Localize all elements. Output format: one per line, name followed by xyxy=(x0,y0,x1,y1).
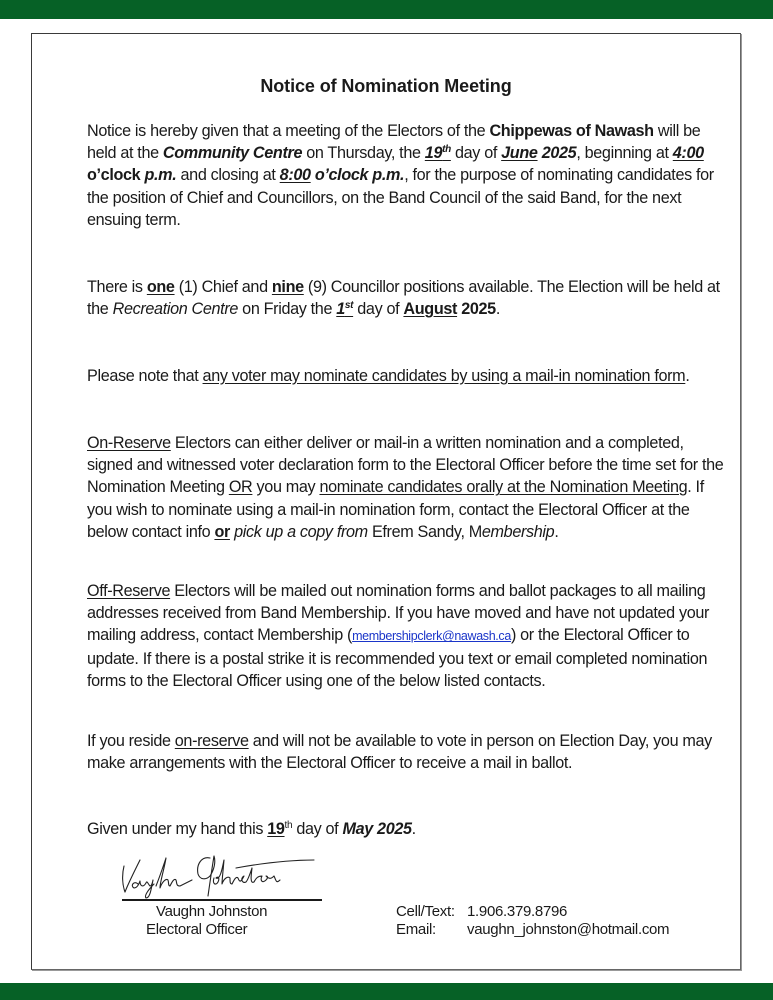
paragraph-off-reserve: Off-Reserve Electors will be mailed out nomination forms and ballot packages to all mailing addresses received from Band Membership. If you have moved and have not updated your mailing address, contact Membership (membershipclerk@nawash.ca) or the Electoral Officer to update. If there is a postal strike it is recommended you text or email completed nomination forms to the Electoral Officer using one of the below listed contacts. xyxy=(87,582,710,690)
page-title: Notice of Nomination Meeting xyxy=(260,76,512,96)
election-day: 1st xyxy=(336,300,354,319)
meeting-year: 2025 xyxy=(541,144,577,163)
end-time: 8:00 xyxy=(279,166,311,185)
contact-cell xyxy=(396,902,567,922)
meeting-venue: Community Centre xyxy=(162,144,303,163)
signed-date: May 2025 xyxy=(342,820,412,838)
band-name: Chippewas of Nawash xyxy=(489,122,654,140)
email-value[interactable]: vaughn_johnston@hotmail.com xyxy=(467,921,670,938)
handwritten-signature xyxy=(118,850,328,900)
signatory-role: Electoral Officer xyxy=(146,921,248,938)
paragraph-mail-in-note: Please note that any voter may nominate candidates by using a mail-in nomination form. xyxy=(87,367,690,385)
meeting-month: June xyxy=(501,144,538,163)
councillor-count: nine xyxy=(271,278,304,296)
paragraph-given-under-hand: Given under my hand this 19th day of May 2025. xyxy=(87,820,416,838)
email-label: Email: xyxy=(396,921,436,938)
paragraph-meeting-details: Notice is hereby given that a meeting of the Electors of the Chippewas of Nawash will be held at the Community Centre on Thursday, the 19th day of June 2025, beginning at 4:00 o’clock p.m. and closing at 8:00 o’clock p.m., for the purpose of nominating candidates for the position of Chief and Councillors, on the Band Council of the said Band, for the next ensuing term. xyxy=(87,122,714,229)
signatory-name: Vaughn Johnston xyxy=(156,903,268,920)
election-month: August xyxy=(403,300,458,319)
signed-day: 19 xyxy=(267,820,285,838)
paragraph-mail-ballot: If you reside on-reserve and will not be available to vote in person on Election Day, you may make arrangements with the Electoral Officer to receive a mail in ballot. xyxy=(87,732,712,773)
contact-email xyxy=(396,920,669,940)
bottom-green-bar xyxy=(0,983,773,1000)
signature-line xyxy=(122,899,322,901)
cell-value[interactable]: 1.906.379.8796 xyxy=(467,903,568,920)
meeting-day: 19th xyxy=(424,144,451,163)
paragraph-on-reserve: On-Reserve Electors can either deliver or mail-in a written nomination and a completed, signed and witnessed voter declaration form to the Electoral Officer before the time set for the Nomination Meeting OR you may nominate candidates orally at the Nomination Meeting. If you wish to nominate using a mail-in nomination form, contact the Electoral Officer at the below contact info or pick up a copy from Efrem Sandy, Membership. xyxy=(87,434,724,541)
election-year: 2025 xyxy=(457,300,496,319)
chief-count: one xyxy=(146,278,175,296)
top-green-bar xyxy=(0,0,773,19)
election-venue: Recreation Centre xyxy=(112,300,239,319)
paragraph-positions: There is one (1) Chief and nine (9) Councillor positions available. The Election will be held at the Recreation Centre on Friday the 1st day of August 2025. xyxy=(87,278,720,319)
cell-label: Cell/Text: xyxy=(396,903,455,920)
start-time: 4:00 xyxy=(672,144,704,163)
membership-email-link[interactable]: membershipclerk@nawash.ca xyxy=(352,629,511,644)
